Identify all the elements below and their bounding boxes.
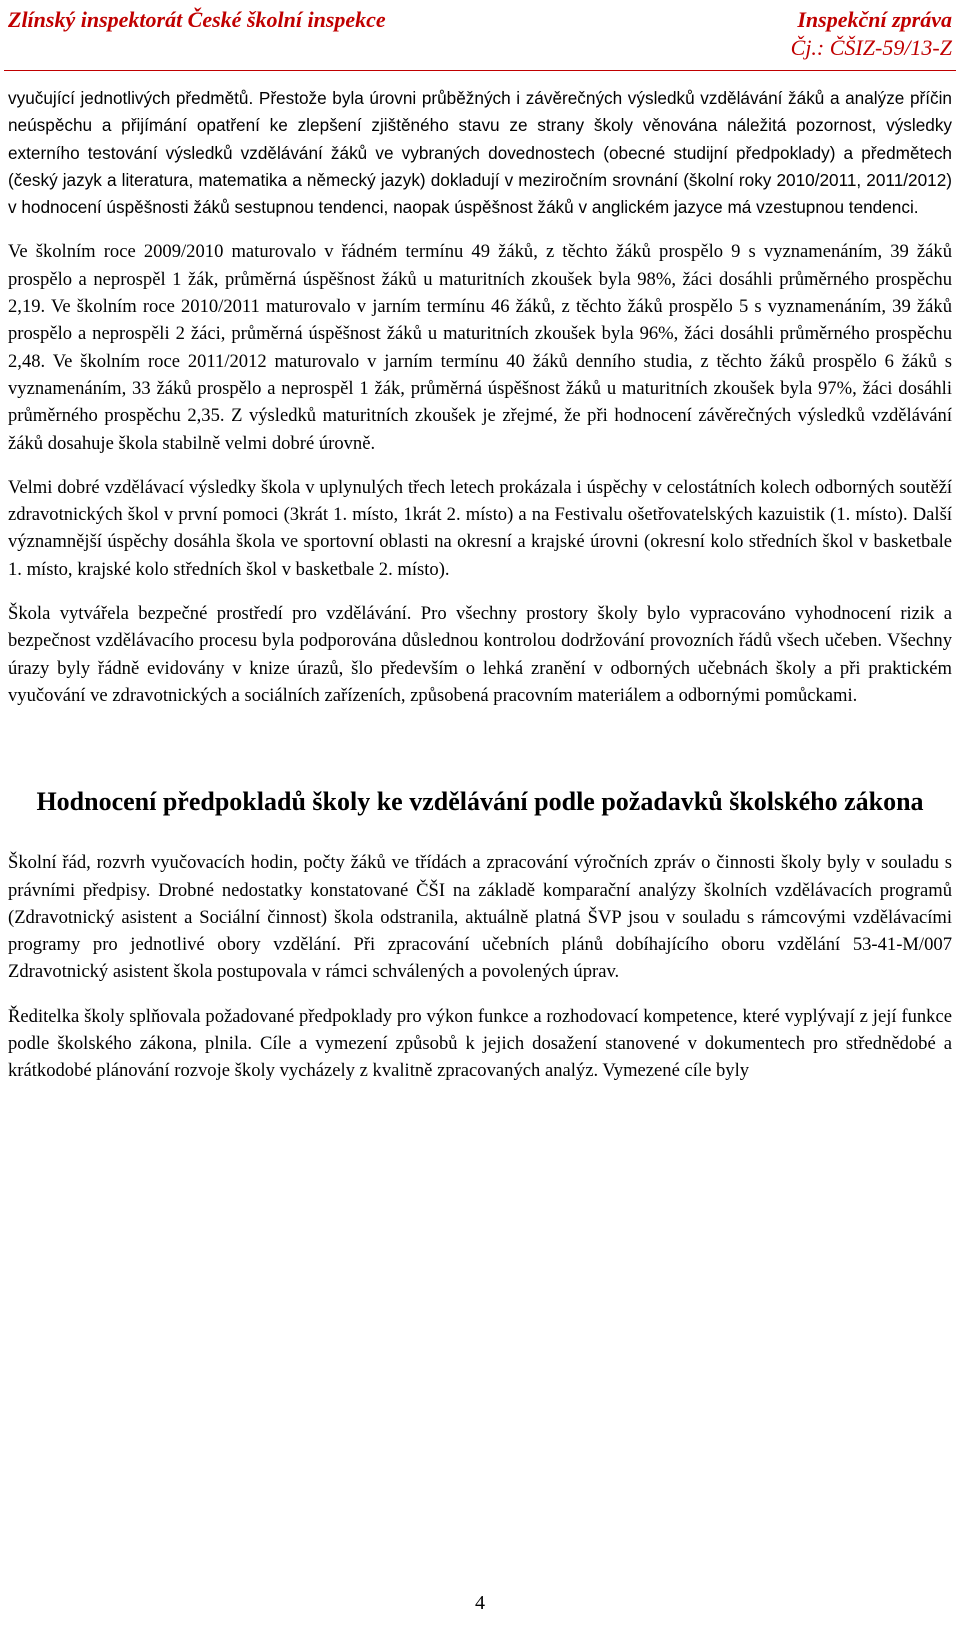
paragraph-maturita-results: Ve školním roce 2009/2010 maturovalo v řádném termínu 49 žáků, z těchto žáků prospělo 9 s vyznamenáním, 39 žáků prospělo a neprospěl 1 žák, průměrná úspěšnost žáků u maturitních zkoušek byla 98%, žáci dosáhli průměrného prospěchu 2,19. Ve školním roce 2010/2011 maturovalo v jarním termínu 46 žáků, z těchto žáků prospělo 5 s vyznamenáním, 39 žáků prospělo a neprospěli 2 žáci, průměrná úspěšnost žáků u maturitních zkoušek byla 96%, žáci dosáhli průměrného prospěchu 2,48. Ve školním roce 2011/2012 maturovalo v jarním termínu 40 žáků denního studia, z těchto žáků prospělo 6 žáků s vyznamenáním, 33 žáků prospělo a neprospěl 1 žák, průměrná úspěšnost žáků u maturitních zkoušek byla 97%, žáci dosáhli průměrného prospěchu 2,35. Z výsledků maturitních zkoušek je zřejmé, že při hodnocení závěrečných výsledků vzdělávání žáků dosahuje škola stabilně velmi dobré úrovně. xyxy=(8,241,952,454)
paragraph-director: Ředitelka školy splňovala požadované předpoklady pro výkon funkce a rozhodovací kompetence, které vyplývají z její funkce podle školského zákona, plnila. Cíle a vymezení způsobů k jejich dosažení stanovené v dokumentech pro střednědobé a krátkodobé plánování rozvoje školy vycházely z kvalitně zpracovaných analýz. Vymezené cíle byly xyxy=(8,1005,952,1082)
paragraph-external-testing: vyučující jednotlivých předmětů. Přestože byla úrovni průběžných i závěrečných výsledků vzdělávání žáků a analýze příčin neúspěchu a přijímání opatření ke zlepšení zjištěného stavu ze strany školy věnována náležitá pozornost, výsledky externího testování výsledků vzdělávání žáků ve vybraných dovednostech (obecné studijní předpoklady) a předmětech (český jazyk a literatura, matematika a německý jazyk) dokladují v meziročním srovnání (školní roky 2010/2011, 2011/2012) v hodnocení úspěšnosti žáků sestupnou tendenci, naopak úspěšnost žáků v anglickém jazyce má vzestupnou tendenci. xyxy=(8,88,952,218)
header-divider xyxy=(4,70,956,71)
paragraph-competitions: Velmi dobré vzdělávací výsledky škola v uplynulých třech letech prokázala i úspěchy v celostátních kolech odborných soutěží zdravotnických škol v první pomoci (3krát 1. místo, 1krát 2. místo) a na Festivalu ošetřovatelských kazuistik (1. místo). Další významnější úspěchy dosáhla škola ve sportovní oblasti na okresní a krajské úrovni (okresní kolo středních škol v basketbale 1. místo, krajské kolo středních škol v basketbale 2. místo). xyxy=(8,476,952,580)
header-reference-number: Čj.: ČŠIZ-59/13-Z xyxy=(790,35,952,60)
header-organization: Zlínský inspektorát České školní inspekce xyxy=(8,7,386,32)
header-right-block xyxy=(791,6,952,62)
page-header xyxy=(8,4,952,64)
section-heading: Hodnocení předpokladů školy ke vzdělávání podle požadavků školského zákona xyxy=(36,787,924,817)
paragraph-safety: Škola vytvářela bezpečné prostředí pro vzdělávání. Pro všechny prostory školy bylo vypracováno vyhodnocení rizik a bezpečnost vzdělávacího procesu byla podporována důslednou kontrolou dodržování provozních řádů všech učeben. Všechny úrazy byly řádně evidovány v knize úrazů, šlo především o lehká zranění v odborných učebnách školy a při praktickém vyučování ve zdravotnických a sociálních zařízeních, způsobená pracovním materiálem a odbornými pomůckami. xyxy=(8,603,952,706)
document-body xyxy=(8,85,952,1102)
page-number: 4 xyxy=(475,1592,485,1614)
header-report-title: Inspekční zpráva xyxy=(797,7,952,32)
paragraph-school-documents: Školní řád, rozvrh vyučovacích hodin, počty žáků ve třídách a zpracování výročních zpráv o činnosti školy byly v souladu s právními předpisy. Drobné nedostatky konstatované ČŠI na základě komparační analýzy školních vzdělávacích programů (Zdravotnický asistent a Sociální činnost) škola odstranila, aktuálně platná ŠVP jsou v souladu s rámcovými vzdělávacími programy pro jednotlivé obory vzdělání. Při zpracování učebních plánů dobíhajícího oboru vzdělání 53-41-M/007 Zdravotnický asistent škola postupovala v rámci schválených a povolených úprav. xyxy=(8,852,952,983)
